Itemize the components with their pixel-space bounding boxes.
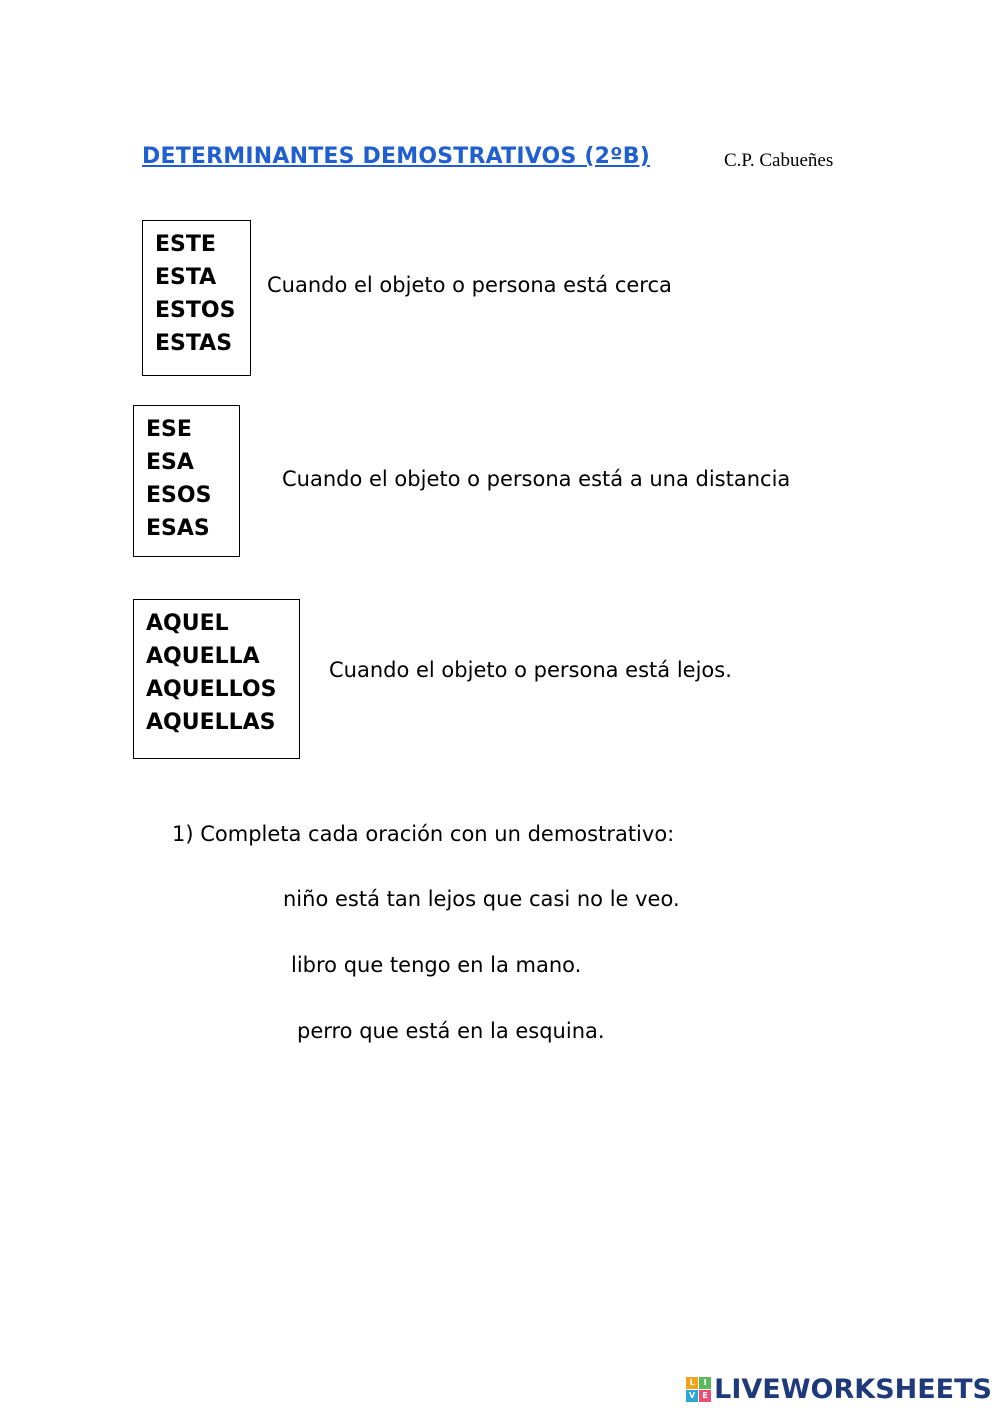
logo-tile: E [699, 1390, 711, 1402]
word: AQUELLAS [146, 710, 276, 735]
word: AQUELLOS [146, 677, 277, 702]
description-far: Cuando el objeto o persona está lejos. [329, 658, 732, 682]
logo-tile: L [686, 1377, 698, 1389]
exercise-sentence-1: niño está tan lejos que casi no le veo. [283, 887, 680, 911]
demonstrative-box-middle [133, 405, 240, 557]
word: AQUELLA [146, 644, 260, 669]
description-middle: Cuando el objeto o persona está a una distancia [282, 467, 791, 491]
liveworksheets-logo-icon [686, 1377, 711, 1402]
demonstrative-box-far [133, 599, 300, 759]
word: ESTOS [155, 298, 236, 323]
logo-tile: I [699, 1377, 711, 1389]
word: ESTAS [155, 331, 233, 356]
liveworksheets-brand[interactable] [686, 1374, 992, 1405]
logo-tile: V [686, 1390, 698, 1402]
word: ESOS [146, 483, 212, 508]
word: AQUEL [146, 611, 229, 636]
demonstrative-box-near [142, 220, 251, 376]
brand-text: LIVEWORKSHEETS [714, 1374, 992, 1405]
word: ESTE [155, 232, 216, 257]
word: ESAS [146, 516, 210, 541]
word: ESTA [155, 265, 217, 290]
description-near: Cuando el objeto o persona está cerca [267, 273, 672, 297]
exercise-instruction: 1) Completa cada oración con un demostrativo: [172, 822, 675, 846]
worksheet-title: DETERMINANTES DEMOSTRATIVOS (2ºB) [142, 144, 650, 169]
exercise-sentence-2: libro que tengo en la mano. [291, 953, 582, 977]
school-name: C.P. Cabueñes [724, 150, 834, 171]
word: ESA [146, 450, 194, 475]
exercise-sentence-3: perro que está en la esquina. [297, 1019, 605, 1043]
word: ESE [146, 417, 192, 442]
